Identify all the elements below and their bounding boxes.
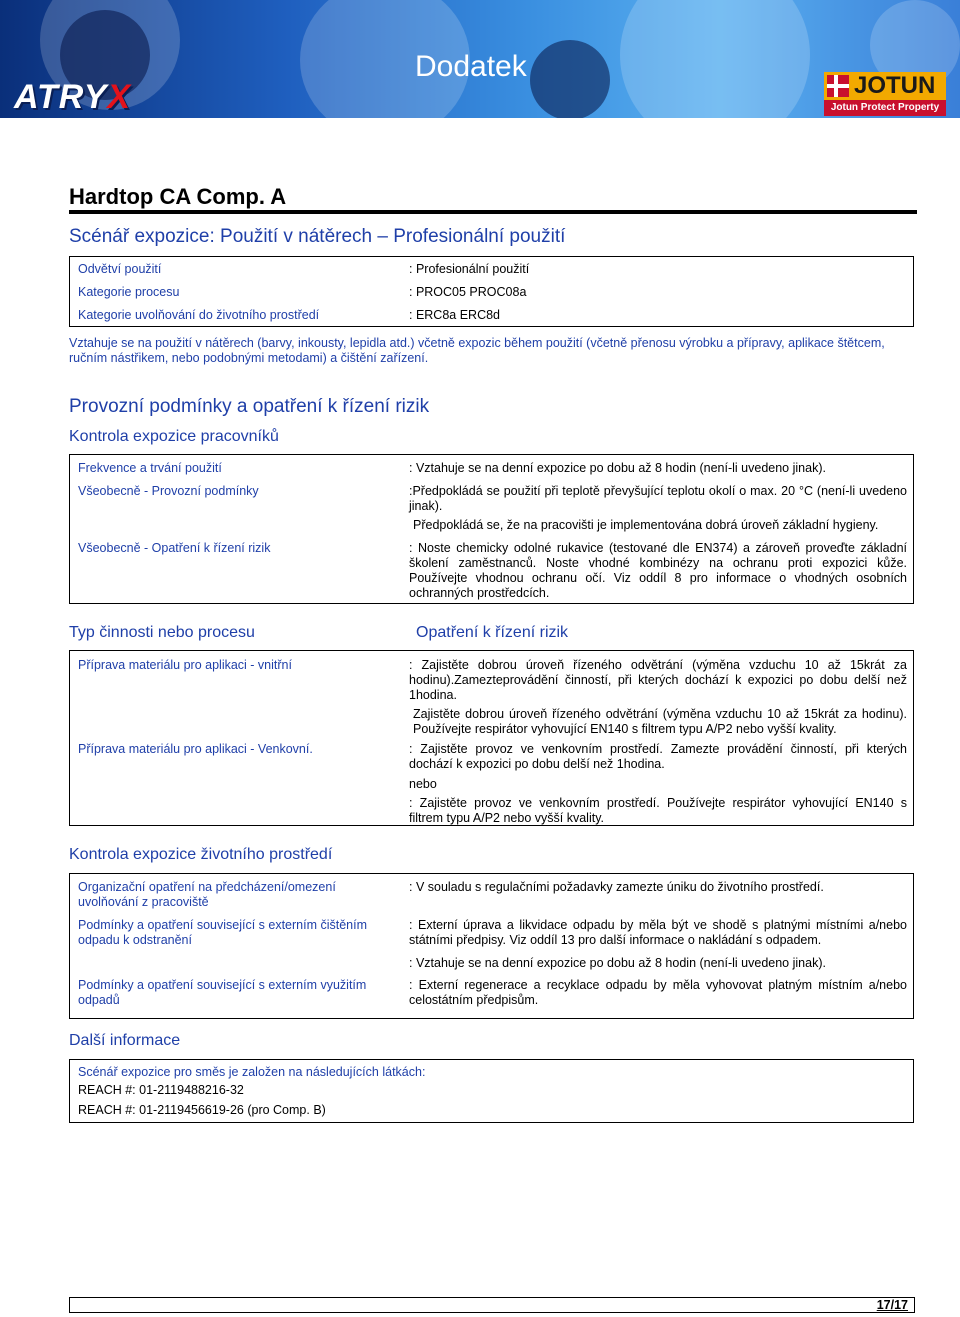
jotun-logo: JOTUN Jotun Protect Property xyxy=(824,72,946,116)
outdoor-preparation-value2: : Zajistěte provoz ve venkovním prostředí. Používejte respirátor vyhovující EN140 s filtrem typu A/P2 nebo vyšší kvality. xyxy=(409,796,907,825)
process-category-value: : PROC05 PROC08a xyxy=(409,285,527,299)
atryx-logo: ATRYX xyxy=(14,78,132,116)
flag-icon xyxy=(827,75,849,97)
outdoor-preparation-label: Příprava materiálu pro aplikaci - Venkovní. xyxy=(78,742,313,756)
activity-type-heading: Typ činnosti nebo procesu xyxy=(69,624,255,641)
document-title: Hardtop CA Comp. A xyxy=(69,184,287,209)
release-category-label: Kategorie uvolňování do životního prostředí xyxy=(78,308,320,322)
further-info-box xyxy=(69,1059,914,1123)
waste-treatment-value: : Externí úprava a likvidace odpadu by měla být ve shodě s platnými místními a/nebo státními předpisy. Viz oddíl 13 pro další informace o nakládání s odpadem. xyxy=(409,918,907,947)
process-category-label: Kategorie procesu xyxy=(78,285,180,299)
banner-decoration xyxy=(620,0,810,118)
operating-heading: Provozní podmínky a opatření k řízení rizik xyxy=(69,396,430,417)
waste-treatment-label: Podmínky a opatření související s externím čištěním odpadu k odstranění xyxy=(78,918,368,947)
release-category-value: : ERC8a ERC8d xyxy=(409,308,501,322)
outdoor-preparation-value: : Zajistěte provoz ve venkovním prostředí. Zamezte provádění činností, při kterých dochází k expozici po dobu delší než 1hodina. xyxy=(409,742,907,771)
hygiene-value: Předpokládá se, že na pracovišti je implementována dobrá úroveň základní hygieny. xyxy=(413,518,879,532)
header-banner xyxy=(0,0,960,118)
operating-conditions-value: :Předpokládá se použití při teplotě převyšující teplotu okolí o max. 20 °C (není-li uvedeno jinak). xyxy=(409,484,907,513)
use-info-box xyxy=(69,256,914,327)
further-info-heading: Další informace xyxy=(69,1032,181,1049)
environment-box xyxy=(69,873,914,1019)
frequency-label: Frekvence a trvání použití xyxy=(78,461,222,475)
frequency-value: : Vztahuje se na denní expozice po dobu až 8 hodin (není-li uvedeno jinak). xyxy=(409,461,826,475)
or-text: nebo xyxy=(409,777,437,791)
banner-decoration xyxy=(530,40,610,118)
organisational-measures-label: Organizační opatření na předcházení/omezení uvolňování z pracoviště xyxy=(78,880,336,909)
waste-recovery-label: Podmínky a opatření související s externím využitím odpadů xyxy=(78,978,367,1007)
title-rule xyxy=(69,210,917,214)
reach-number-1: REACH #: 01-2119488216-32 xyxy=(78,1083,244,1097)
use-sector-value: : Profesionální použití xyxy=(409,262,530,276)
environment-heading: Kontrola expozice životního prostředí xyxy=(69,846,333,863)
risk-measures-label: Všeobecně - Opatření k řízení rizik xyxy=(78,541,271,555)
indoor-preparation-label: Příprava materiálu pro aplikaci - vnitřní xyxy=(78,658,292,672)
waste-recovery-value: : Externí regenerace a recyklace odpadu by měla vyhovovat platným místním a/nebo celostátním předpisům. xyxy=(409,978,907,1007)
use-sector-label: Odvětví použití xyxy=(78,262,162,276)
substance-basis-text: Scénář expozice pro směs je založen na následujících látkách: xyxy=(78,1065,426,1079)
indoor-preparation-value: : Zajistěte dobrou úroveň řízeného odvětrání (výměna vzduchu 10 až 15krát za hodinu).Zamezteprovádění činností, při kterých dochází k expozici po dobu delší než 1hodina. xyxy=(409,658,907,702)
worker-exposure-heading: Kontrola expozice pracovníků xyxy=(69,428,279,445)
banner-title: Dodatek xyxy=(415,50,527,83)
operating-conditions-label: Všeobecně - Provozní podmínky xyxy=(78,484,259,498)
indoor-preparation-value2: Zajistěte dobrou úroveň řízeného odvětrání (výměna vzduchu 10 až 15krát za hodinu). Používejte respirátor vyhovující EN140 s filtrem typu A/P2 nebo vyšší kvality. xyxy=(413,707,907,736)
reach-number-2: REACH #: 01-2119456619-26 (pro Comp. B) xyxy=(78,1103,326,1117)
scenario-heading: Scénář expozice: Použití v nátěrech – Profesionální použití xyxy=(69,226,566,247)
risk-measures-value: : Noste chemicky odolné rukavice (testované dle EN374) a zároveň proveďte základní školení zaměstnanců. Noste vhodné kombinézy na ochranu proti expozici kůže. Používejte vhodnou ochranu očí. Viz oddíl 8 pro informace o vhodných osobních ochranných prostředcích. xyxy=(409,541,907,600)
organisational-measures-value: : V souladu s regulačními požadavky zamezte úniku do životního prostředí. xyxy=(409,880,824,894)
risk-control-heading: Opatření k řízení rizik xyxy=(416,624,569,641)
worker-exposure-box xyxy=(69,454,914,604)
scope-note: Vztahuje se na použití v nátěrech (barvy, inkousty, lepidla atd.) včetně expozic během použití (včetně přenosu výrobku a přípravy, aplikace štětcem, ručním nástřikem, nebo podobnými metodami) a čištění zařízení. xyxy=(69,336,885,365)
footer xyxy=(69,1297,915,1313)
waste-treatment-value2: : Vztahuje se na denní expozice po dobu až 8 hodin (není-li uvedeno jinak). xyxy=(409,956,826,970)
page-number: 17/17 xyxy=(876,1298,908,1312)
activity-box xyxy=(69,650,914,826)
